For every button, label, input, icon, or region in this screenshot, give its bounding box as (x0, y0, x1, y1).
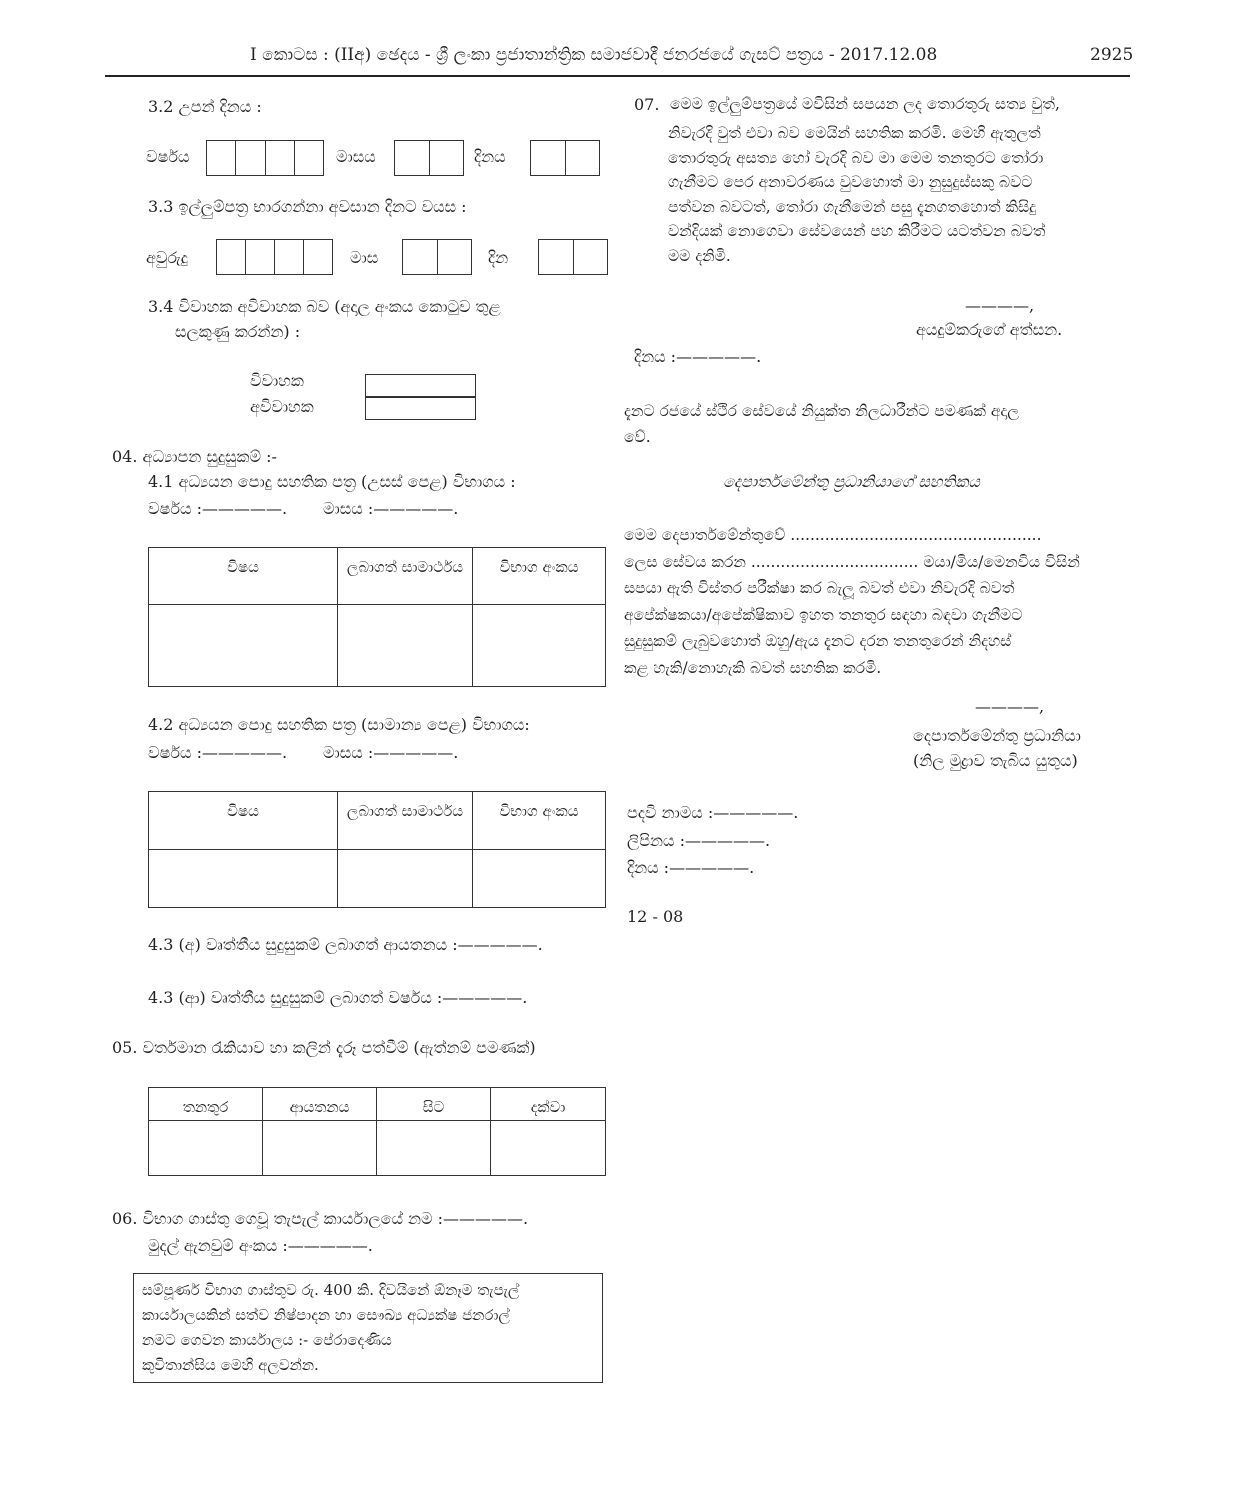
dob-label: 3.2 උපන් දිනය : (148, 97, 262, 116)
ol-year-line: වර්ෂය :—————. (148, 743, 288, 762)
age-years-label: අවුරුදු (146, 248, 188, 267)
applicant-signature-label: අයදුම්කරුගේ අත්සන. (916, 320, 1063, 339)
emp-col-post: තනතුර (149, 1088, 263, 1121)
ol-exam-label: 4.2 අධ්‍යයන පොදු සහතික පත්‍ර (සාමාන්‍ය පෙළ) විභාගය: (148, 715, 530, 734)
al-cell-pass[interactable] (338, 605, 473, 687)
al-year-line: වර්ෂය :—————. (148, 499, 288, 518)
prof-institute-line: 4.3 (අ) වෘත්තීය සුදුසුකම් ලබාගත් ආයතනය :—————. (148, 935, 543, 954)
age-days-boxes[interactable] (538, 239, 608, 275)
certificate-line: කළ හැකි/නොහැකි බවත් සහතික කරමි. (624, 658, 882, 677)
fee-note-box (133, 1273, 603, 1383)
al-cell-index[interactable] (473, 605, 606, 687)
ol-col-subject: විෂය (149, 792, 338, 850)
age-months-boxes[interactable] (402, 239, 472, 275)
dob-year-boxes[interactable] (206, 140, 324, 176)
permanent-note-line: දැනට රජයේ ස්ථිර සේවයේ නියුක්ත නිලධාරීන්ට පමණක් අදාල (624, 402, 1020, 420)
dob-year-label: වර්ෂය (146, 147, 190, 166)
married-box[interactable] (365, 374, 476, 398)
age-months-label: මාස (350, 248, 379, 267)
age-years-boxes[interactable] (216, 239, 333, 275)
dob-month-label: මාසය (336, 147, 376, 166)
age-days-label: දින (488, 248, 509, 267)
head-certificate-body (624, 522, 1080, 681)
prof-year-line: 4.3 (ආ) වෘත්තීය සුදුසුකම් ලබාගත් වර්ෂය :—————. (148, 988, 528, 1007)
al-col-subject: විෂය (149, 548, 338, 605)
date-line-2: දිනය :—————. (627, 858, 755, 877)
ol-results-table (148, 791, 606, 908)
head-certificate-title: දෙපාර්තමේන්තු ප්‍රධානියාගේ සහතිකය (723, 472, 980, 491)
emp-cell-institution[interactable] (263, 1121, 377, 1176)
head-title: දෙපාර්තමේන්තු ප්‍රධානියා (913, 726, 1081, 745)
emp-col-institution: ආයතනය (263, 1088, 377, 1121)
page-number: 2925 (1090, 45, 1134, 65)
declaration-line: වන්දියක් නොගෙවා සේවයෙන් පහ කිරීමට යටත්වන බවත් (668, 222, 1046, 240)
certificate-line: සුදුසුකම් ලැබුවහොත් ඔහු/ඇය දැනට දරන තනතුරෙන් නිදහස් (624, 632, 1012, 650)
fee-note-line: කුවිතාන්සිය මෙහි අලවන්න. (142, 1356, 319, 1374)
declaration-line: මම දනිමි. (668, 246, 731, 265)
emp-cell-to[interactable] (491, 1121, 606, 1176)
dob-month-boxes[interactable] (394, 140, 464, 176)
declaration-line: පත්වන බවටත්, තෝරා ගැනීමෙන් පසු දැනගතහොත් කිසිදු (668, 197, 1037, 216)
emp-col-from: සිට (377, 1088, 491, 1121)
address-line: ලිපිනය :—————. (627, 831, 771, 850)
married-label: විවාහක (250, 371, 304, 390)
head-signature-line: ————, (975, 697, 1045, 716)
unmarried-box[interactable] (365, 396, 476, 420)
declaration-line: නිවැරදි වුත් එවා බව මෙයින් සහතික කරමි. මෙහි ඇතුලත් (668, 124, 1041, 142)
declaration-number: 07. (634, 95, 660, 114)
employment-table (148, 1087, 606, 1176)
declaration-first-line: මෙම ඉල්ලුම්පත්‍රයේ මවිසින් සපයන ලද තොරතුරු සත්‍ය වුත්, (670, 95, 1060, 113)
post-office-line: 06. විභාග ගාස්තු ගෙවූ තැපැල් කාර්යාලයේ නම :—————. (112, 1209, 529, 1228)
al-cell-subject[interactable] (149, 605, 338, 687)
al-col-index: විභාග අංකය (473, 548, 606, 605)
money-order-line: මුදල් ඇනවුම් අංකය :—————. (148, 1236, 373, 1255)
al-results-table (148, 547, 606, 687)
header-rule (105, 75, 1130, 77)
fee-note-line: නමට ගෙවන කාර්යාලය :- පේරාදෙණිය (142, 1331, 392, 1349)
permanent-staff-note (624, 398, 1019, 450)
fee-note-line: කාර්යාලයකින් සත්ව නිෂ්පාදන හා සෞඛ්‍ය අධ්‍යක්ෂ ජනරාල් (142, 1306, 510, 1324)
ol-col-index: විභාග අංකය (473, 792, 606, 850)
marital-label-line1: 3.4 විවාහක අවිවාහක බව (අදාල අංකය කොටුව තුළ (148, 297, 501, 316)
fee-note-line: සම්පූර්ණ විභාග ගාස්තුව රු. 400 කි. දිවයිනේ ඕනෑම තැපැල් (142, 1281, 520, 1299)
applicant-date-line: දිනය :—————. (634, 347, 762, 366)
dob-day-boxes[interactable] (530, 140, 600, 176)
certificate-line: මෙම දෙපාර්තමේන්තුවේ ................................................... (624, 526, 1042, 544)
ol-cell-subject[interactable] (149, 850, 338, 908)
employment-label: 05. වර්තමාන රැකියාව හා කලින් දැරූ පත්වීම් (ඇත්නම් පමණක්) (112, 1038, 536, 1057)
applicant-signature-line: ————, (965, 296, 1035, 315)
certificate-line: සපයා ඇති විස්තර පරීක්ෂා කර බැලූ බවත් එවා නිවැරදි බවත් (624, 579, 1015, 597)
certificate-line: අපේක්ෂකයා/අපේක්ෂිකාව ඉහත තනතුර සඳහා බඳවා ගැනීමට (624, 605, 1023, 624)
certificate-line: ලෙස සේවය කරන .................................. මයා/මිය/මෙනවිය විසින් (624, 552, 1080, 571)
reference-code: 12 - 08 (627, 907, 684, 926)
declaration-line: තොරතුරු අසත්‍ය හෝ වැරදි බව මා මෙම තනතුරට තෝරා (668, 148, 1044, 167)
declaration-line: ගැනීමට පෙර අනාවරණය වුවහොත් මා නුසුදුස්සකු බවට (668, 173, 1033, 191)
education-label: 04. අධ්‍යාපන සුදුසුකම් :- (112, 447, 277, 466)
permanent-note-line: වේ. (624, 428, 651, 446)
age-label: 3.3 ඉල්ලුම්පත්‍ර භාරගන්නා අවසාන දිනට වයස : (148, 197, 467, 216)
ol-month-line: මාසය :—————. (323, 743, 459, 762)
emp-cell-post[interactable] (149, 1121, 263, 1176)
emp-cell-from[interactable] (377, 1121, 491, 1176)
ol-col-pass: ලබාගත් සාමාර්ථය (338, 792, 473, 850)
emp-col-to: දක්වා (491, 1088, 606, 1121)
al-col-pass: ලබාගත් සාමාර්ථය (338, 548, 473, 605)
gazette-header-title: I කොටස : (IIඅ) ඡෙදය - ශ්‍රී ලංකා ප්‍රජාතාන්ත්‍රික සමාජවාදී ජනරජයේ ගැසට් පත්‍රය - 2017.12.08 (250, 45, 938, 65)
al-month-line: මාසය :—————. (323, 499, 459, 518)
ol-cell-pass[interactable] (338, 850, 473, 908)
ol-cell-index[interactable] (473, 850, 606, 908)
designation-line: පදවි නාමය :—————. (627, 803, 799, 822)
al-exam-label: 4.1 අධ්‍යයන පොදු සහතික පත්‍ර (උසස් පෙළ) විභාගය : (148, 472, 516, 491)
dob-day-label: දිනය (474, 147, 506, 166)
unmarried-label: අවිවාහක (250, 397, 314, 416)
marital-label-line2: සලකුණු කරන්න) : (175, 322, 301, 341)
head-seal-note: (නිල මුද්‍රාව තැබිය යුතුය) (913, 751, 1078, 770)
declaration-body (668, 121, 1046, 268)
